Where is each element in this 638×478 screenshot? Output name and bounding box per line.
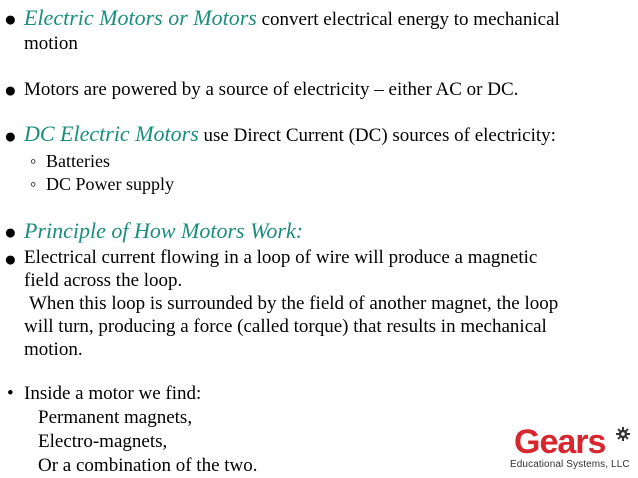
- logo-subtitle: Educational Systems, LLC: [510, 459, 630, 470]
- sub-bullet: ◦: [30, 174, 37, 194]
- paragraph-1-line-2: motion: [24, 33, 78, 54]
- bullet-dot: ●: [4, 78, 17, 102]
- emphasis-dc-electric-motors: DC Electric Motors: [24, 121, 199, 146]
- paragraph-3-text: use Direct Current (DC) sources of electricity:: [198, 125, 556, 146]
- bullet-dot: ●: [4, 124, 17, 148]
- paragraph-5-line-2: field across the loop.: [24, 270, 183, 291]
- emphasis-principle: Principle of How Motors Work:: [24, 218, 304, 243]
- paragraph-1-line-1: [24, 6, 560, 31]
- list-item-electro-magnets: Electro-magnets,: [38, 431, 168, 452]
- list-item-combination: Or a combination of the two.: [38, 455, 258, 476]
- gears-logo: [508, 425, 634, 475]
- paragraph-2: Motors are powered by a source of electricity – either AC or DC.: [24, 79, 519, 100]
- list-item-permanent-magnets: Permanent magnets,: [38, 407, 193, 428]
- paragraph-5-line-4: will turn, producing a force (called torque) that results in mechanical: [24, 316, 547, 337]
- logo-wordmark: Gears: [514, 423, 606, 461]
- paragraph-5-line-3: When this loop is surrounded by the field of another magnet, the loop: [29, 293, 559, 314]
- bullet-dot: ●: [4, 7, 17, 31]
- sub-item-batteries: Batteries: [46, 151, 110, 171]
- paragraph-3-line-1: [24, 122, 556, 147]
- bullet-dot: ●: [4, 247, 17, 271]
- paragraph-5-line-5: motion.: [24, 339, 83, 360]
- gear-icon: [616, 427, 630, 441]
- paragraph-6-line-1: Inside a motor we find:: [24, 383, 202, 404]
- paragraph-1-text: convert electrical energy to mechanical: [256, 9, 560, 30]
- emphasis-electric-motors: Electric Motors or Motors: [24, 5, 257, 30]
- sub-item-dc-power-supply: DC Power supply: [46, 174, 175, 194]
- bullet-dot: ●: [4, 220, 17, 244]
- sub-bullet: ◦: [30, 151, 37, 171]
- bullet-small: •: [7, 383, 14, 404]
- paragraph-4: [24, 219, 303, 244]
- paragraph-5-line-1: Electrical current flowing in a loop of wire will produce a magnetic: [24, 247, 538, 268]
